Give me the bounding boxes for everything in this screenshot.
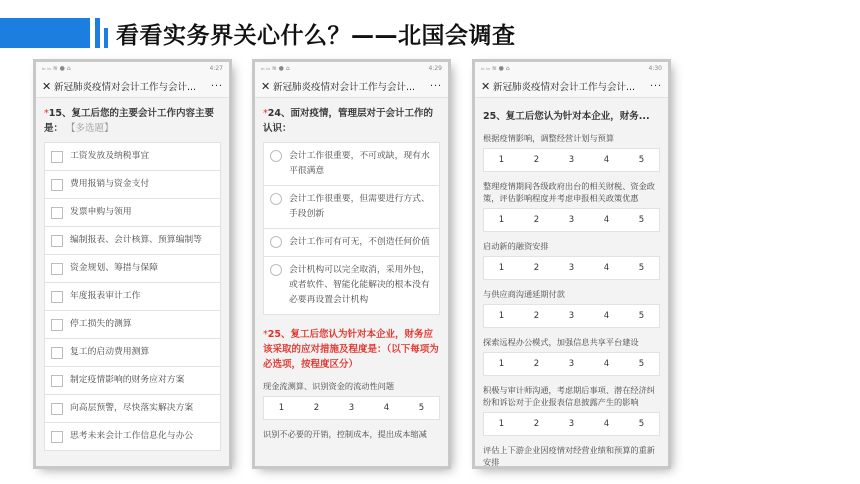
- scale-row-label: 评估上下游企业因疫情对经营业绩和预算的重新安排: [483, 445, 655, 466]
- rating-option[interactable]: 1: [498, 263, 505, 273]
- checkbox-option[interactable]: 工资发放及纳税事宜: [44, 142, 221, 170]
- rating-option[interactable]: 4: [603, 359, 610, 369]
- scale-row-label: 整理疫情期间各级政府出台的相关财税、资金政策，评估影响程度并考虑申报相关政策优惠: [483, 181, 655, 203]
- signal-icons: ᵢₙ ᵢₙ ≋ ● ⌂: [42, 65, 71, 72]
- phone-screenshot-q25: [475, 62, 668, 466]
- rating-option[interactable]: 2: [533, 311, 540, 321]
- rating-option[interactable]: 3: [568, 215, 575, 225]
- rating-option[interactable]: 5: [638, 215, 645, 225]
- radio-option[interactable]: 会计工作很重要，不可或缺，现有水平很满意: [263, 142, 440, 185]
- rating-option[interactable]: 5: [638, 419, 645, 429]
- signal-icons: ᵢₙ ᵢₙ ≋ ● ⌂: [481, 65, 510, 72]
- nav-title: 新冠肺炎疫情对会计工作与会计...: [54, 82, 197, 93]
- rating-option[interactable]: 3: [568, 311, 575, 321]
- rating-option[interactable]: 3: [348, 403, 355, 413]
- rating-option[interactable]: 1: [498, 311, 505, 321]
- page-title: 看看实务界关心什么？——北国会调查: [116, 23, 516, 49]
- checkbox-option[interactable]: 停工损失的测算: [44, 310, 221, 338]
- scale-row-label: 识别不必要的开销，控制成本，提出成本缩减: [263, 429, 427, 439]
- close-icon[interactable]: ✕: [42, 79, 52, 93]
- checkbox-icon[interactable]: [51, 235, 63, 247]
- rating-option[interactable]: 4: [603, 419, 610, 429]
- rating-option[interactable]: 5: [638, 311, 645, 321]
- rating-option[interactable]: 4: [603, 155, 610, 165]
- rating-option[interactable]: 4: [383, 403, 390, 413]
- rating-option[interactable]: 2: [313, 403, 320, 413]
- checkbox-icon[interactable]: [51, 151, 63, 163]
- rating-option[interactable]: 3: [568, 155, 575, 165]
- more-icon[interactable]: ···: [649, 80, 662, 92]
- rating-option[interactable]: 4: [603, 311, 610, 321]
- rating-scale: [483, 256, 660, 280]
- nav-bar: [255, 75, 448, 98]
- radio-icon[interactable]: [270, 193, 282, 205]
- nav-bar: [36, 75, 229, 98]
- nav-title: 新冠肺炎疫情对会计工作与会计...: [273, 82, 416, 93]
- status-bar: [36, 62, 229, 75]
- rating-option[interactable]: 5: [638, 263, 645, 273]
- status-time: 4:27: [209, 65, 223, 72]
- checkbox-icon[interactable]: [51, 403, 63, 415]
- checkbox-icon[interactable]: [51, 263, 63, 275]
- checkbox-option[interactable]: 资金规划、筹措与保障: [44, 254, 221, 282]
- more-icon[interactable]: ···: [429, 80, 442, 92]
- rating-option[interactable]: 2: [533, 359, 540, 369]
- checkbox-icon[interactable]: [51, 431, 63, 443]
- rating-option[interactable]: 3: [568, 419, 575, 429]
- rating-option[interactable]: 5: [418, 403, 425, 413]
- question-25-header: 25、复工后您认为针对本企业，财务...: [483, 111, 650, 122]
- checkbox-option[interactable]: 发票申购与领用: [44, 198, 221, 226]
- scale-row-label: 与供应商沟通延期付款: [483, 289, 565, 299]
- header-accent-bar: [95, 18, 100, 48]
- rating-option[interactable]: 1: [498, 215, 505, 225]
- status-time: 4:29: [428, 65, 442, 72]
- close-icon[interactable]: ✕: [261, 79, 271, 93]
- nav-title: 新冠肺炎疫情对会计工作与会计...: [493, 82, 636, 93]
- rating-option[interactable]: 1: [498, 155, 505, 165]
- status-time: 4:30: [648, 65, 662, 72]
- header-accent-block: [0, 18, 90, 48]
- rating-option[interactable]: 1: [498, 359, 505, 369]
- radio-icon[interactable]: [270, 150, 282, 162]
- scale-row-label: 启动新的融资安排: [483, 241, 549, 251]
- more-icon[interactable]: ···: [210, 80, 223, 92]
- status-bar: [475, 62, 668, 75]
- signal-icons: ᵢₙ ᵢₙ ≋ ● ⌂: [261, 65, 290, 72]
- checkbox-icon[interactable]: [51, 179, 63, 191]
- checkbox-icon[interactable]: [51, 319, 63, 331]
- nav-bar: [475, 75, 668, 98]
- checkbox-icon[interactable]: [51, 375, 63, 387]
- scale-row-label: 现金流测算、识别资金的流动性问题: [263, 381, 395, 391]
- rating-scale: [483, 208, 660, 232]
- rating-scale: [483, 352, 660, 376]
- question-24: *24、面对疫情，管理层对于会计工作的认识：: [263, 108, 433, 134]
- scale-row-label: 根据疫情影响，调整经营计划与预算: [483, 133, 615, 143]
- rating-scale: [483, 148, 660, 172]
- rating-scale: [483, 304, 660, 328]
- radio-list: [263, 142, 440, 315]
- rating-option[interactable]: 5: [638, 155, 645, 165]
- rating-option[interactable]: 4: [603, 215, 610, 225]
- checkbox-option[interactable]: 制定疫情影响的财务应对方案: [44, 366, 221, 394]
- radio-icon[interactable]: [270, 236, 282, 248]
- rating-option[interactable]: 3: [568, 263, 575, 273]
- rating-option[interactable]: 2: [533, 215, 540, 225]
- scale-row-label: 探索远程办公模式，加强信息共享平台建设: [483, 337, 639, 347]
- checkbox-option[interactable]: 思考未来会计工作信息化与办公: [44, 422, 221, 451]
- checkbox-icon[interactable]: [51, 207, 63, 219]
- scale-row-label: 积极与审计师沟通，考虑期后事项、潜在经济纠纷和诉讼对于企业报表信息披露产生的影响: [483, 385, 655, 407]
- rating-option[interactable]: 2: [533, 263, 540, 273]
- checkbox-option[interactable]: 费用报销与资金支付: [44, 170, 221, 198]
- checkbox-option[interactable]: 年度报表审计工作: [44, 282, 221, 310]
- rating-option[interactable]: 2: [533, 419, 540, 429]
- checkbox-option[interactable]: 向高层预警，尽快落实解决方案: [44, 394, 221, 422]
- rating-option[interactable]: 1: [278, 403, 285, 413]
- checkbox-option[interactable]: 复工的启动费用测算: [44, 338, 221, 366]
- rating-scale: [483, 412, 660, 436]
- rating-option[interactable]: 3: [568, 359, 575, 369]
- phone-screenshot-q24: [255, 62, 448, 466]
- radio-option[interactable]: 会计工作很重要，但需要进行方式、手段创新: [263, 185, 440, 228]
- rating-option[interactable]: 1: [498, 419, 505, 429]
- rating-option[interactable]: 5: [638, 359, 645, 369]
- radio-option[interactable]: 会计工作可有可无，不创造任何价值: [263, 228, 440, 256]
- status-bar: [255, 62, 448, 75]
- checkbox-list: [44, 142, 221, 451]
- checkbox-icon[interactable]: [51, 347, 63, 359]
- checkbox-option[interactable]: 编制报表、会计核算、预算编制等: [44, 226, 221, 254]
- radio-icon[interactable]: [270, 264, 282, 276]
- rating-scale: [263, 396, 440, 420]
- phone-screenshot-q15: [36, 62, 229, 466]
- rating-option[interactable]: 4: [603, 263, 610, 273]
- header-accent-bar-small: [104, 28, 108, 48]
- checkbox-icon[interactable]: [51, 291, 63, 303]
- question-25: *25、复工后您认为针对本企业，财务应该采取的应对措施及程度是：（以下每项为必选项，按程度区分）: [263, 329, 439, 370]
- radio-option[interactable]: 会计机构可以完全取消，采用外包，或者软件、智能化能解决的根本没有必要再设置会计机构: [263, 256, 440, 315]
- close-icon[interactable]: ✕: [481, 79, 491, 93]
- question-15: *15、复工后您的主要会计工作内容主要是： 【多选题】: [44, 108, 214, 134]
- rating-option[interactable]: 2: [533, 155, 540, 165]
